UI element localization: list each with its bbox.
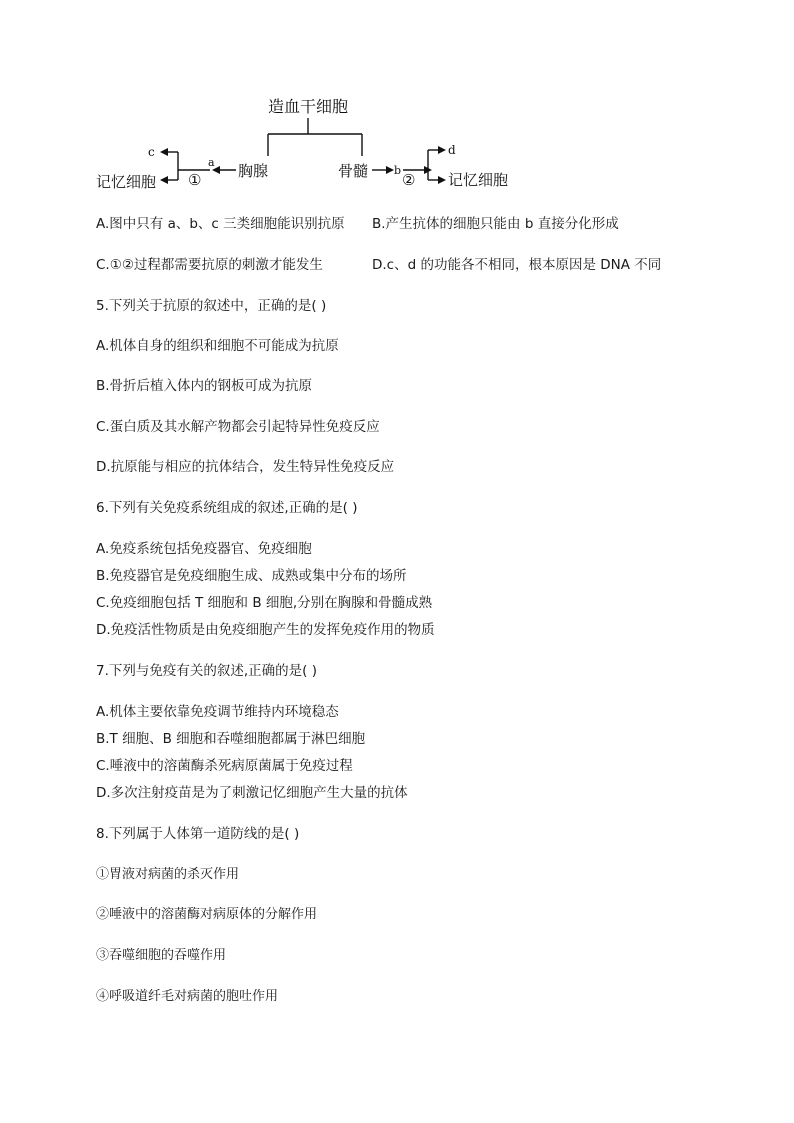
label-a: a — [208, 156, 215, 169]
q5-stem: 5.下列关于抗原的叙述中，正确的是( ) — [96, 298, 327, 314]
immune-cell-diagram — [90, 86, 530, 196]
q8-item-4: ④呼吸道纤毛对病菌的胞吐作用 — [96, 989, 279, 1004]
q7-option-a: A.机体主要依靠免疫调节维持内环境稳态 — [96, 704, 339, 720]
q4-option-c: C.①②过程都需要抗原的刺激才能发生 — [96, 257, 323, 273]
q7-option-c: C.唾液中的溶菌酶杀死病原菌属于免疫过程 — [96, 758, 353, 774]
q5-option-d: D.抗原能与相应的抗体结合，发生特异性免疫反应 — [96, 459, 395, 475]
right-memory-label: 记忆细胞 — [448, 171, 509, 189]
label-b: b — [394, 164, 402, 177]
q8-item-1: ①胃液对病菌的杀灭作用 — [96, 867, 240, 882]
q4-option-b: B.产生抗体的细胞只能由 b 直接分化形成 — [372, 216, 619, 232]
q8-item-2: ②唾液中的溶菌酶对病原体的分解作用 — [96, 907, 318, 922]
q6-option-d: D.免疫活性物质是由免疫细胞产生的发挥免疫作用的物质 — [96, 622, 435, 638]
q4-option-d: D.c、d 的功能各不相同，根本原因是 DNA 不同 — [372, 257, 662, 273]
step-2: ② — [402, 171, 416, 189]
q7-option-d: D.多次注射疫苗是为了刺激记忆细胞产生大量的抗体 — [96, 785, 408, 801]
q6-option-a: A.免疫系统包括免疫器官、免疫细胞 — [96, 541, 312, 557]
step-1: ① — [188, 171, 202, 189]
q8-stem: 8.下列属于人体第一道防线的是( ) — [96, 826, 300, 842]
q6-stem: 6.下列有关免疫系统组成的叙述,正确的是( ) — [96, 500, 358, 516]
q8-item-3: ③吞噬细胞的吞噬作用 — [96, 948, 227, 963]
q7-stem: 7.下列与免疫有关的叙述,正确的是( ) — [96, 663, 317, 679]
q7-option-b: B.T 细胞、B 细胞和吞噬细胞都属于淋巴细胞 — [96, 731, 366, 747]
q5-option-c: C.蛋白质及其水解产物都会引起特异性免疫反应 — [96, 419, 380, 435]
q6-option-b: B.免疫器官是免疫细胞生成、成熟或集中分布的场所 — [96, 568, 407, 584]
q4-option-a: A.图中只有 a、b、c 三类细胞能识别抗原 — [96, 216, 345, 232]
q6-option-c: C.免疫细胞包括 T 细胞和 B 细胞,分别在胸腺和骨髓成熟 — [96, 595, 433, 611]
q5-option-a: A.机体自身的组织和细胞不可能成为抗原 — [96, 338, 339, 354]
q5-option-b: B.骨折后植入体内的钢板可成为抗原 — [96, 378, 313, 394]
label-c: c — [148, 145, 155, 159]
right-source-label: 骨髓 — [338, 162, 369, 180]
diagram-top-label: 造血干细胞 — [268, 97, 349, 116]
left-source-label: 胸腺 — [238, 162, 269, 180]
label-d: d — [448, 143, 456, 157]
left-memory-label: 记忆细胞 — [96, 173, 157, 191]
